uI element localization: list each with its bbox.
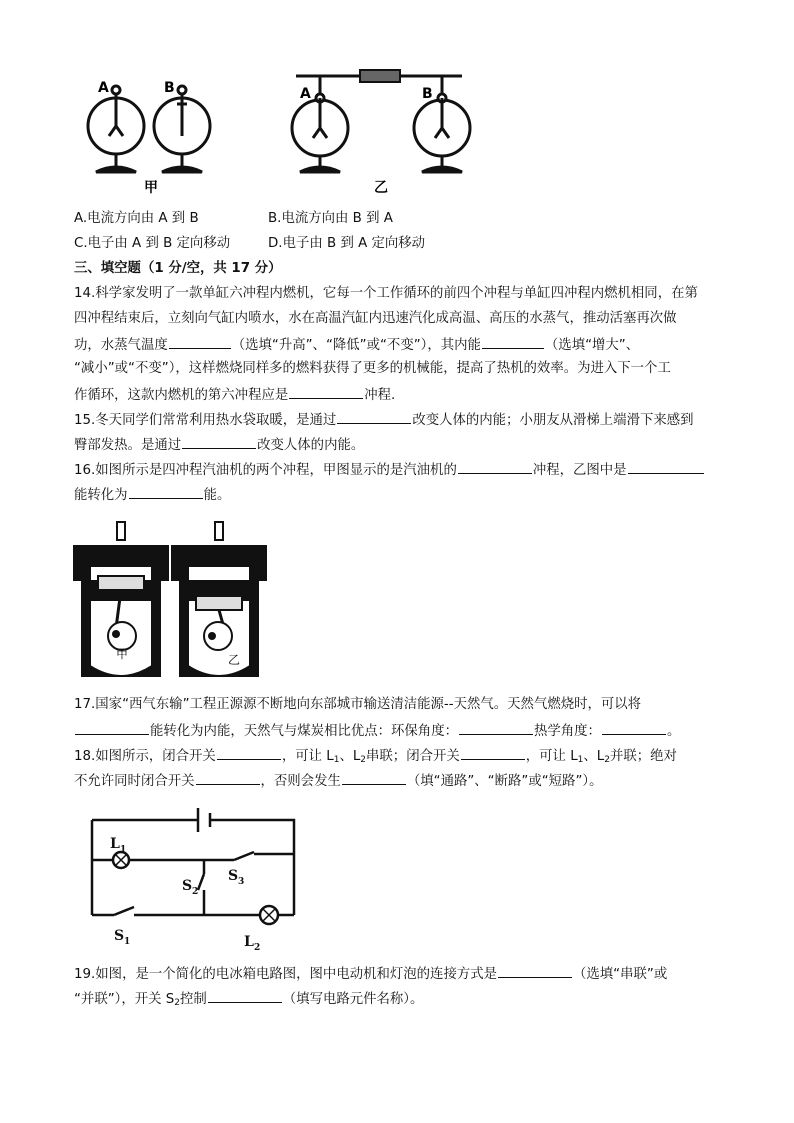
q18-line-1: 18.如图所示，闭合开关 ，可让 $L_1$、$L_2$串联；闭合开关 ，可让 $L_1$、$L_2$并联；绝对 bbox=[74, 745, 677, 767]
switch-s3-blade bbox=[234, 852, 254, 860]
electroscope-jia-b bbox=[154, 86, 210, 172]
label-s3: S bbox=[228, 868, 239, 884]
fig-label-a1: A bbox=[98, 80, 109, 96]
label-s1: S bbox=[114, 928, 125, 944]
circuit-figure bbox=[84, 800, 304, 953]
label-l1: L bbox=[110, 836, 120, 852]
svg-text:1: 1 bbox=[124, 937, 131, 947]
answer-blank[interactable] bbox=[628, 459, 704, 474]
svg-text:2: 2 bbox=[192, 887, 199, 897]
electroscope-yi-pair bbox=[292, 70, 470, 172]
fig-label-b1: B bbox=[164, 80, 175, 96]
answer-blank[interactable] bbox=[482, 334, 544, 349]
q14-line-5: 作循环，这款内燃机的第六冲程应是 冲程. bbox=[74, 384, 395, 406]
label-s2: S bbox=[182, 878, 193, 894]
answer-blank[interactable] bbox=[458, 459, 532, 474]
answer-blank[interactable] bbox=[75, 720, 149, 735]
fig-label-jia: 甲 bbox=[144, 180, 158, 196]
switch-s1-blade bbox=[114, 907, 134, 915]
answer-blank[interactable] bbox=[182, 434, 256, 449]
answer-blank[interactable] bbox=[337, 409, 411, 424]
answer-blank[interactable] bbox=[498, 963, 572, 978]
engine-label-yi: 乙 bbox=[228, 653, 241, 667]
lamp-l2 bbox=[260, 906, 278, 924]
q19-line-2: “并联”），开关 $S_2$控制 （填写电路元件名称）。 bbox=[74, 988, 423, 1010]
answer-blank[interactable] bbox=[461, 745, 525, 760]
q17-line-2: 能转化为内能，天然气与煤炭相比优点：环保角度： 热学角度： 。 bbox=[74, 720, 680, 742]
section-title: 三、填空题（1 分/空，共 17 分） bbox=[74, 261, 282, 276]
q13-option-b: B.电流方向由 B 到 A bbox=[268, 211, 393, 226]
svg-text:2: 2 bbox=[254, 943, 261, 953]
answer-blank[interactable] bbox=[129, 484, 203, 499]
q13-option-d: D.电子由 B 到 A 定向移动 bbox=[268, 236, 426, 251]
engine-label-jia: 甲 bbox=[116, 647, 129, 661]
label-l2: L bbox=[244, 934, 254, 950]
svg-text:3: 3 bbox=[238, 877, 245, 887]
q14-line-4: “减小”或“不变”），这样燃烧同样多的燃料获得了更多的机械能，提高了热机的效率。为进入下一个工 bbox=[74, 361, 671, 376]
answer-blank[interactable] bbox=[208, 988, 282, 1003]
answer-blank[interactable] bbox=[217, 745, 281, 760]
answer-blank[interactable] bbox=[289, 384, 363, 399]
answer-blank[interactable] bbox=[342, 770, 406, 785]
q14-line-1: 14.科学家发明了一款单缸六冲程内燃机，它每一个工作循环的前四个冲程与单缸四冲程内燃机相同，在第 bbox=[74, 286, 698, 301]
q16-line-2: 能转化为 能。 bbox=[74, 484, 230, 506]
q18-line-2: 不允许同时闭合开关 ，否则会发生 （填“通路”、“断路”或“短路”）。 bbox=[74, 770, 602, 792]
svg-text:1: 1 bbox=[120, 845, 127, 855]
electroscope-figure bbox=[74, 68, 484, 198]
switch-s2-blade bbox=[198, 874, 204, 890]
q14-line-3: 功，水蒸气温度 （选填“升高”、“降低”或“不变”），其内能 （选填“增大”、 bbox=[74, 334, 639, 356]
engine-figure bbox=[72, 516, 268, 688]
q14-line-2: 四冲程结束后，立刻向气缸内喷水，水在高温汽缸内迅速汽化成高温、高压的水蒸气，推动活塞再次做 bbox=[74, 311, 677, 326]
q13-option-a: A.电流方向由 A 到 B bbox=[74, 211, 199, 226]
q17-line-1: 17.国家“西气东输”工程正源源不断地向东部城市输送清洁能源--天然气。天然气燃烧时，可以将 bbox=[74, 697, 642, 712]
answer-blank[interactable] bbox=[602, 720, 666, 735]
q16-line-1: 16.如图所示是四冲程汽油机的两个冲程，甲图显示的是汽油机的 冲程，乙图中是 bbox=[74, 459, 705, 481]
engine-yi bbox=[172, 522, 266, 676]
electroscope-jia-a bbox=[88, 86, 144, 172]
fig-label-yi: 乙 bbox=[374, 180, 388, 196]
q19-line-1: 19.如图，是一个简化的电冰箱电路图，图中电动机和灯泡的连接方式是 （选填“串联”或 bbox=[74, 963, 667, 985]
answer-blank[interactable] bbox=[196, 770, 260, 785]
answer-blank[interactable] bbox=[459, 720, 533, 735]
answer-blank[interactable] bbox=[169, 334, 231, 349]
q15-line-2: 臀部发热。是通过 改变人体的内能。 bbox=[74, 434, 364, 456]
fig-label-b2: B bbox=[422, 86, 433, 102]
q13-option-c: C.电子由 A 到 B 定向移动 bbox=[74, 236, 231, 251]
fig-label-a2: A bbox=[300, 86, 311, 102]
q15-line-1: 15.冬天同学们常常利用热水袋取暖，是通过 改变人体的内能；小朋友从滑梯上端滑下来感到 bbox=[74, 409, 694, 431]
